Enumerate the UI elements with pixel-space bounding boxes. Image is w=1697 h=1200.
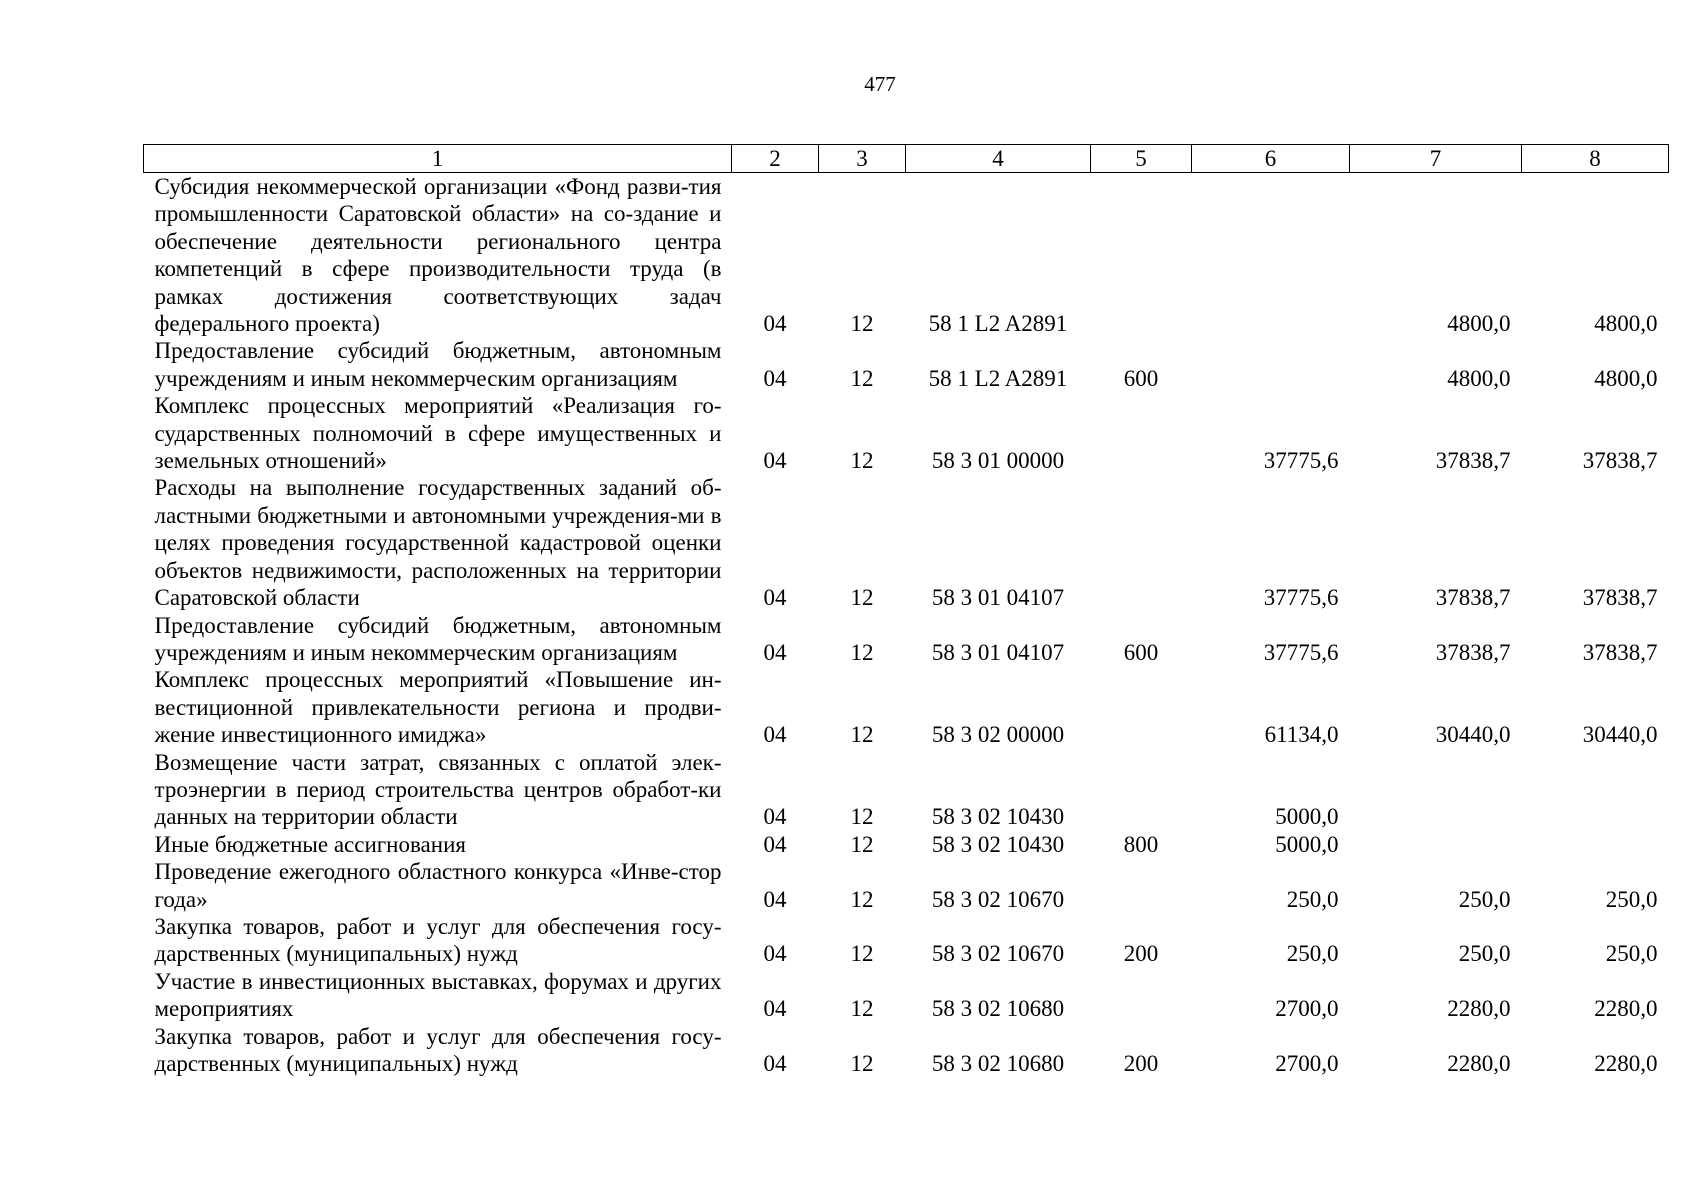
table-row	[144, 968, 1669, 1023]
row-col-2: 04	[763, 804, 787, 830]
header-col-8: 8	[1522, 145, 1669, 173]
row-col-2: 04	[763, 722, 787, 748]
row-col-2: 04	[763, 1051, 787, 1076]
budget-table	[143, 144, 1669, 1077]
row-name: Расходы на выполнение государственных заданий об-ластными бюджетными и автономными учреждения-ми в целях проведения государственной кадастровой оценки объектов недвижимости, расположенных на территории Саратовской области	[154, 475, 722, 611]
row-col-4: 58 3 01 04107	[931, 585, 1065, 611]
row-col-3: 12	[850, 1051, 874, 1076]
row-col-7: 2280,0	[1447, 996, 1511, 1022]
header-row	[144, 145, 1669, 173]
table-row	[144, 337, 1669, 392]
row-col-6: 37775,6	[1263, 585, 1339, 611]
row-col-4: 58 3 02 10680	[931, 1051, 1065, 1076]
row-col-4: 58 3 02 10430	[931, 831, 1065, 857]
row-col-5: 600	[1123, 639, 1159, 665]
row-col-3: 12	[850, 311, 874, 337]
row-col-7: 250,0	[1458, 886, 1511, 912]
row-col-4: 58 3 02 10430	[931, 804, 1065, 830]
table-row	[144, 392, 1669, 474]
header-col-6: 6	[1192, 145, 1350, 173]
header-col-3: 3	[819, 145, 906, 173]
row-col-6: 61134,0	[1264, 722, 1339, 748]
page-number: 477	[864, 72, 896, 96]
table-header	[144, 145, 1669, 173]
table-row	[144, 1023, 1669, 1078]
row-col-5	[1091, 858, 1192, 913]
row-col-7: 250,0	[1458, 941, 1511, 967]
row-col-7: 4800,0	[1447, 311, 1511, 337]
row-col-4: 58 3 02 10670	[931, 886, 1065, 912]
row-col-8	[1522, 749, 1669, 831]
row-col-4: 58 3 01 00000	[931, 448, 1065, 474]
row-col-3: 12	[850, 639, 874, 665]
row-name: Участие в инвестиционных выставках, форумах и других мероприятиях	[154, 968, 722, 1022]
row-col-5	[1091, 749, 1192, 831]
row-col-8: 4800,0	[1594, 365, 1658, 391]
row-name: Иные бюджетные ассигнования	[154, 831, 466, 857]
row-name: Предоставление субсидий бюджетным, автономным учреждениям и иным некоммерческим организациям	[154, 612, 722, 665]
row-col-3: 12	[850, 365, 874, 391]
row-col-5: 600	[1123, 365, 1159, 391]
row-col-6: 250,0	[1286, 941, 1339, 967]
table-body	[144, 173, 1669, 1078]
row-col-2: 04	[763, 365, 787, 391]
table-row	[144, 612, 1669, 667]
row-col-3: 12	[850, 886, 874, 912]
row-col-8: 37838,7	[1582, 448, 1658, 474]
row-col-3: 12	[850, 996, 874, 1022]
row-col-2: 04	[763, 639, 787, 665]
row-col-8: 250,0	[1605, 886, 1658, 912]
header-col-5: 5	[1091, 145, 1192, 173]
row-col-6: 2700,0	[1275, 1051, 1339, 1076]
row-col-7: 37838,7	[1435, 585, 1511, 611]
row-name: Комплекс процессных мероприятий «Повышение ин-вестиционной привлекательности региона и продви-жение инвестиционного имиджа»	[154, 667, 722, 748]
row-name: Субсидия некоммерческой организации «Фонд разви-тия промышленности Саратовской области» на со-здание и обеспечение деятельности регионального центра компетенций в сфере производительности труда (в рамках достижения соответствующих задач федерального проекта)	[154, 174, 722, 337]
row-col-3: 12	[850, 941, 874, 967]
row-col-6	[1192, 337, 1350, 392]
row-col-2: 04	[763, 585, 787, 611]
row-name: Закупка товаров, работ и услуг для обеспечения госу-дарственных (муниципальных) нужд	[154, 913, 722, 967]
row-col-8: 2280,0	[1594, 996, 1658, 1022]
row-col-7: 30440,0	[1435, 722, 1511, 748]
row-name: Закупка товаров, работ и услуг для обеспечения госу-дарственных (муниципальных) нужд	[154, 1023, 722, 1076]
row-col-7	[1350, 749, 1522, 831]
row-name: Проведение ежегодного областного конкурса «Инве-стор года»	[154, 859, 722, 912]
row-col-2: 04	[763, 996, 787, 1022]
table-row	[144, 749, 1669, 831]
table-row	[144, 474, 1669, 611]
row-col-4: 58 3 02 10670	[931, 941, 1065, 967]
row-name: Комплекс процессных мероприятий «Реализация го-сударственных полномочий в сфере имущественных и земельных отношений»	[154, 393, 722, 474]
row-col-7	[1350, 831, 1522, 858]
row-col-8: 37838,7	[1582, 639, 1658, 665]
row-col-5	[1091, 173, 1192, 338]
row-name: Возмещение части затрат, связанных с оплатой элек-троэнергии в период строительства центров обработ-ки данных на территории области	[154, 749, 722, 830]
header-col-4: 4	[906, 145, 1091, 173]
header-col-1: 1	[144, 145, 732, 173]
table-row	[144, 858, 1669, 913]
row-col-5	[1091, 968, 1192, 1023]
table-row	[144, 831, 1669, 858]
row-col-6: 250,0	[1286, 886, 1339, 912]
row-col-7: 4800,0	[1447, 365, 1511, 391]
row-col-2: 04	[763, 941, 787, 967]
row-col-6: 2700,0	[1275, 996, 1339, 1022]
table-row	[144, 173, 1669, 338]
row-col-6: 37775,6	[1263, 639, 1339, 665]
row-col-8: 2280,0	[1594, 1051, 1658, 1076]
row-col-5: 200	[1123, 941, 1159, 967]
row-col-4: 58 3 02 10680	[931, 996, 1065, 1022]
row-col-7: 37838,7	[1435, 448, 1511, 474]
row-col-8	[1522, 831, 1669, 858]
row-col-7: 37838,7	[1435, 639, 1511, 665]
header-col-2: 2	[732, 145, 819, 173]
row-col-3: 12	[850, 585, 874, 611]
row-col-4: 58 3 02 00000	[931, 722, 1065, 748]
row-col-5	[1091, 666, 1192, 748]
row-col-5	[1091, 474, 1192, 611]
row-col-3: 12	[850, 804, 874, 830]
row-col-5: 200	[1123, 1051, 1159, 1076]
row-col-3: 12	[850, 448, 874, 474]
row-col-6	[1192, 173, 1350, 338]
row-col-8: 37838,7	[1582, 585, 1658, 611]
row-col-8: 30440,0	[1582, 722, 1658, 748]
row-col-5: 800	[1123, 831, 1159, 857]
row-col-2: 04	[763, 448, 787, 474]
row-col-8: 4800,0	[1594, 311, 1658, 337]
row-col-2: 04	[763, 886, 787, 912]
row-col-6: 37775,6	[1263, 448, 1339, 474]
row-col-3: 12	[850, 722, 874, 748]
table-row	[144, 913, 1669, 968]
row-col-5	[1091, 392, 1192, 474]
row-col-7: 2280,0	[1447, 1051, 1511, 1076]
row-col-6: 5000,0	[1275, 831, 1339, 857]
row-col-6: 5000,0	[1275, 804, 1339, 830]
table-row	[144, 666, 1669, 748]
row-col-2: 04	[763, 311, 787, 337]
header-col-7: 7	[1350, 145, 1522, 173]
row-col-4: 58 1 L2 A2891	[928, 311, 1068, 337]
row-col-2: 04	[763, 831, 787, 857]
row-col-8: 250,0	[1605, 941, 1658, 967]
row-col-4: 58 3 01 04107	[931, 639, 1065, 665]
row-name: Предоставление субсидий бюджетным, автономным учреждениям и иным некоммерческим организациям	[154, 338, 722, 391]
row-col-4: 58 1 L2 A2891	[928, 365, 1068, 391]
row-col-3: 12	[850, 831, 874, 857]
